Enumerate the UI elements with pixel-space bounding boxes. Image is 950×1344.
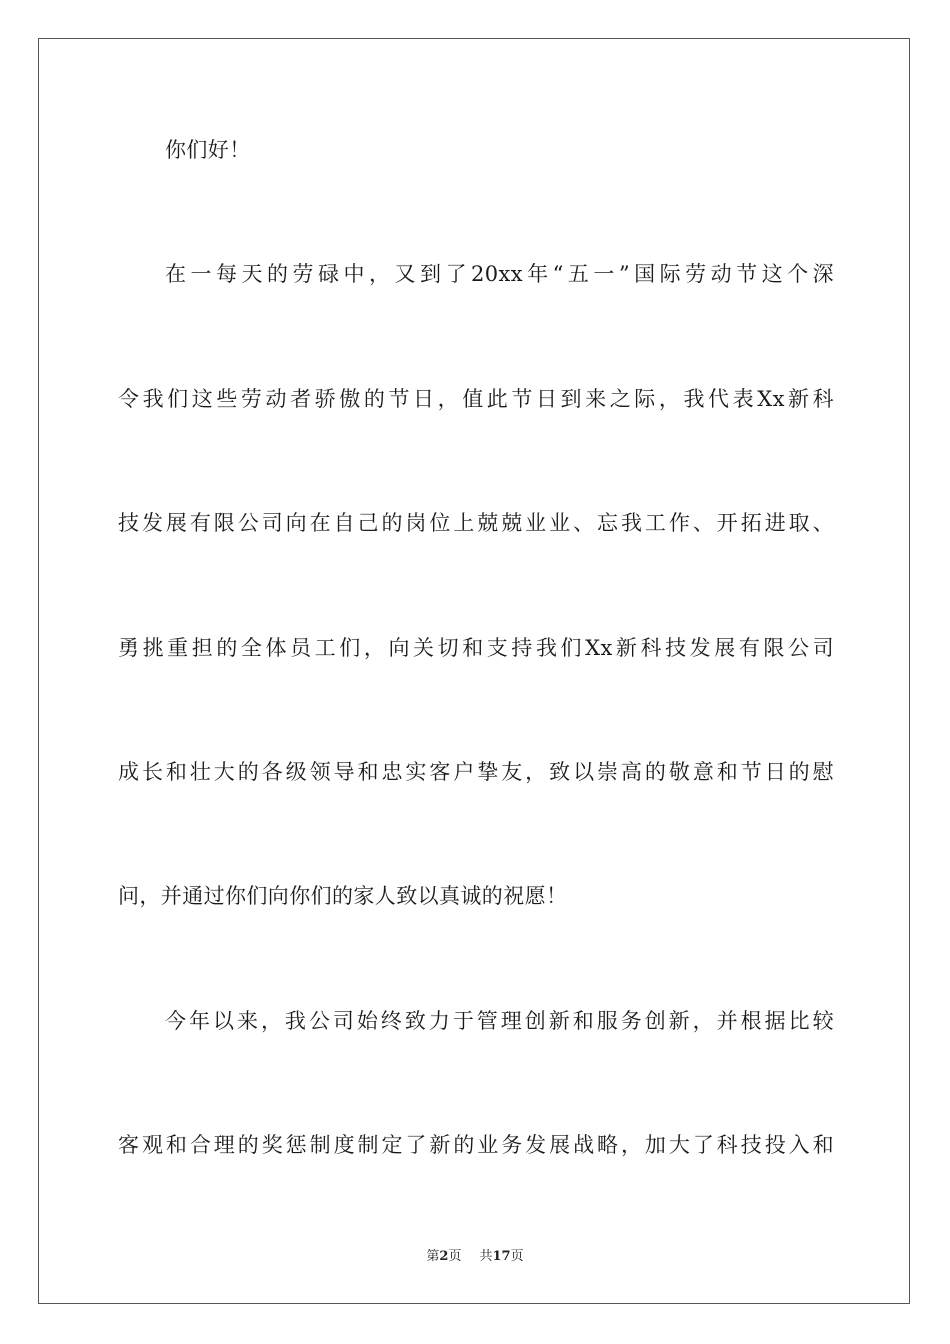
body-line-1: 在一每天的劳碌中，又到了20xx年“五一”国际劳动节这个深 (165, 262, 834, 286)
footer-total-number: 17 (492, 1249, 511, 1264)
footer-page-number: 2 (439, 1249, 449, 1264)
page-footer (0, 1248, 950, 1266)
body-line-3: 技发展有限公司向在自己的岗位上兢兢业业、忘我工作、开拓进取、 (118, 511, 834, 535)
footer-total-prefix: 共 (479, 1249, 493, 1264)
body-line-6: 问，并通过你们向你们的家人致以真诚的祝愿！ (118, 884, 568, 908)
footer-page-suffix: 页 (448, 1249, 462, 1264)
footer-page-prefix: 第 (426, 1249, 440, 1264)
page-frame (38, 38, 910, 1304)
greeting-line: 你们好！ (165, 138, 251, 162)
body-line-8: 客观和合理的奖惩制度制定了新的业务发展战略，加大了科技投入和 (118, 1133, 834, 1157)
body-line-4: 勇挑重担的全体员工们，向关切和支持我们Xx新科技发展有限公司 (118, 636, 834, 660)
body-line-7: 今年以来，我公司始终致力于管理创新和服务创新，并根据比较 (165, 1009, 834, 1033)
footer-total-suffix: 页 (510, 1249, 524, 1264)
body-line-2: 令我们这些劳动者骄傲的节日，值此节日到来之际，我代表Xx新科 (118, 387, 834, 411)
body-line-5: 成长和壮大的各级领导和忠实客户挚友，致以崇高的敬意和节日的慰 (118, 760, 834, 784)
